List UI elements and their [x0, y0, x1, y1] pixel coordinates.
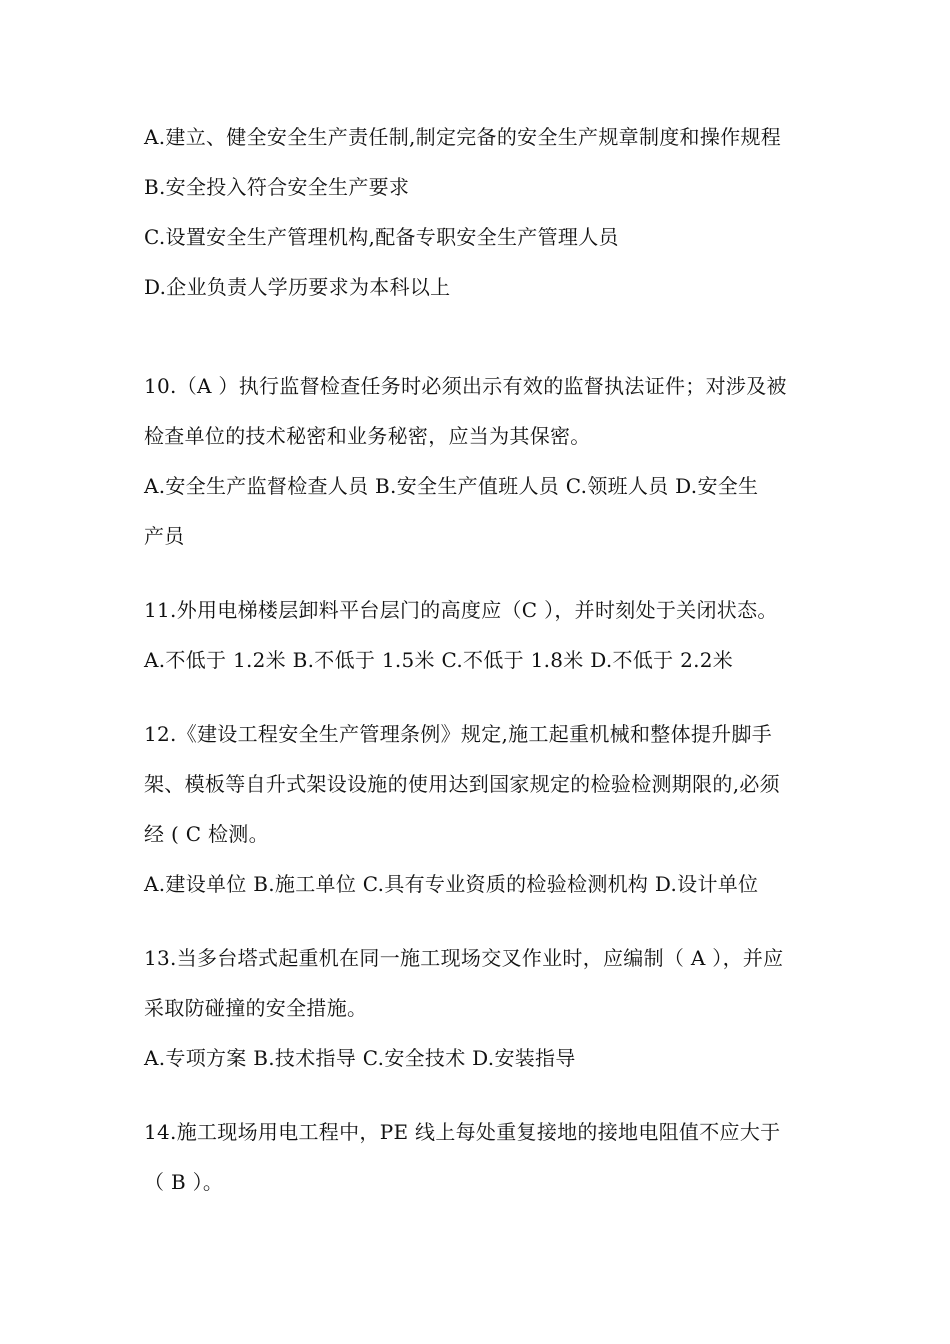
- question-12-line: 12.《建设工程安全生产管理条例》规定,施工起重机械和整体提升脚手: [144, 722, 773, 746]
- option-line: C.设置安全生产管理机构,配备专职安全生产管理人员: [144, 225, 619, 249]
- question-14-line: （ B ）。: [144, 1170, 224, 1194]
- option-line: A.不低于 1.2米 B.不低于 1.5米 C.不低于 1.8米 D.不低于 2.2米: [144, 648, 734, 672]
- option-line: 产员: [144, 524, 185, 548]
- question-13-line: 采取防碰撞的安全措施。: [144, 996, 368, 1020]
- option-line: B.安全投入符合安全生产要求: [144, 175, 410, 199]
- option-line: A.安全生产监督检查人员 B.安全生产值班人员 C.领班人员 D.安全生: [144, 474, 759, 498]
- question-14-line: 14.施工现场用电工程中，PE 线上每处重复接地的接地电阻值不应大于: [144, 1120, 781, 1144]
- option-line: D.企业负责人学历要求为本科以上: [144, 275, 451, 299]
- option-line: A.建立、健全安全生产责任制,制定完备的安全生产规章制度和操作规程: [144, 125, 782, 149]
- option-line: A.建设单位 B.施工单位 C.具有专业资质的检验检测机构 D.设计单位: [144, 872, 759, 896]
- question-13-line: 13.当多台塔式起重机在同一施工现场交叉作业时，应编制（ A ），并应: [144, 946, 784, 970]
- question-12-line: 经 ( C 检测。: [144, 822, 269, 846]
- question-10-line: 检查单位的技术秘密和业务秘密，应当为其保密。: [144, 424, 591, 448]
- question-10-line: 10.（A ）执行监督检查任务时必须出示有效的监督执法证件；对涉及被: [144, 374, 787, 398]
- option-line: A.专项方案 B.技术指导 C.安全技术 D.安装指导: [144, 1046, 576, 1070]
- question-11-line: 11.外用电梯楼层卸料平台层门的高度应（C ），并时刻处于关闭状态。: [144, 598, 778, 622]
- question-12-line: 架、模板等自升式架设设施的使用达到国家规定的检验检测期限的,必须: [144, 772, 780, 796]
